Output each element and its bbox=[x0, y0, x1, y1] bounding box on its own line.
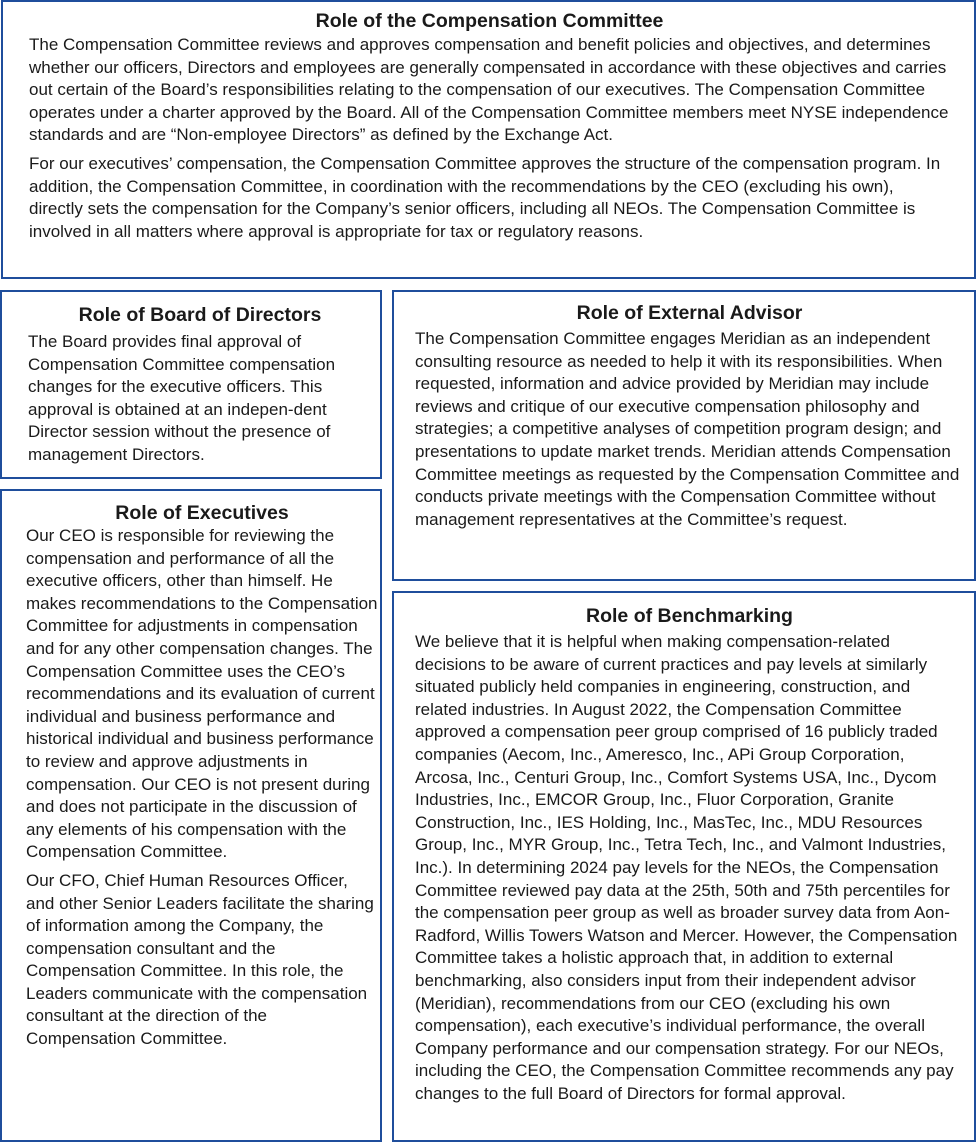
compensation-committee-title: Role of the Compensation Committee bbox=[315, 10, 664, 32]
executives-paragraph-2: Our CFO, Chief Human Resources Officer, and other Senior Leaders facilitate the sharing of information among the Company, the compensation consultant and the Compensation Committee. In this role, the Leaders communicate with the compensation consultant at the direction of the Compensation Committee. bbox=[26, 870, 374, 1049]
compensation-committee-paragraph-1: The Compensation Committee reviews and approves compensation and benefit policies and objectives, and determines whether our officers, Directors and employees are generally compensated in accordance with these objectives and carries out certain of the Board’s responsibilities relating to the compensation of our executives. The Compensation Committee operates under a charter approved by the Board. All of the Compensation Committee members meet NYSE independence standards and are “Non-employee Directors” as defined by the Exchange Act. bbox=[29, 35, 949, 145]
board-of-directors-paragraph: The Board provides final approval of Compensation Committee compensation changes for the executive officers. This approval is obtained at an indepen-dent Director session without the presence of management Directors. bbox=[28, 332, 336, 464]
compensation-committee-box bbox=[1, 0, 976, 279]
external-advisor-paragraph: The Compensation Committee engages Meridian as an independent consulting resource as needed to help it with its responsibilities. When requested, information and advice provided by Meridian may include reviews and critique of our executive compensation philosophy and strategies; a competitive analyses of competition program design; and presentations to update market trends. Meridian attends Compensation Committee meetings as requested by the Compensation Committee and conducts private meetings with the Compensation Committee without management representatives at the Committee’s request. bbox=[415, 329, 960, 529]
executives-title: Role of Executives bbox=[115, 502, 289, 524]
benchmarking-box bbox=[392, 591, 976, 1142]
benchmarking-title: Role of Benchmarking bbox=[586, 605, 793, 627]
benchmarking-paragraph: We believe that it is helpful when making compensation-related decisions to be aware of current practices and pay levels at similarly situated publicly held companies in engineering, construction, and related industries. In August 2022, the Compensation Committee approved a compensation peer group comprised of 16 publicly traded companies (Aecom, Inc., Ameresco, Inc., APi Group Corporation, Arcosa, Inc., Centuri Group, Inc., Comfort Systems USA, Inc., Dycom Industries, Inc., EMCOR Group, Inc., Fluor Corporation, Granite Construction, Inc., IES Holding, Inc., MasTec, Inc., MDU Resources Group, Inc., MYR Group, Inc., Tetra Tech, Inc., and Valmont Industries, Inc.). In determining 2024 pay levels for the NEOs, the Compensation Committee reviewed pay data at the 25th, 50th and 75th percentiles for the compensation peer group as well as broader survey data from Aon-Radford, Willis Towers Watson and Mercer. However, the Compensation Committee takes a holistic approach that, in addition to external benchmarking, also considers input from their independent advisor (Meridian), recommendations from our CEO (excluding his own compensation), each executive’s individual performance, the overall Company performance and our compensation strategy. For our NEOs, including the CEO, the Compensation Committee recommends any pay changes to the full Board of Directors for formal approval. bbox=[415, 632, 958, 1103]
compensation-committee-paragraph-2: For our executives’ compensation, the Compensation Committee approves the structure of the compensation program. In addition, the Compensation Committee, in coordination with the recommendations by the CEO (excluding his own), directly sets the compensation for the Company’s senior officers, including all NEOs. The Compensation Committee is involved in all matters where approval is appropriate for tax or regulatory reasons. bbox=[29, 153, 941, 241]
board-of-directors-title: Role of Board of Directors bbox=[78, 304, 322, 326]
executives-paragraph-1: Our CEO is responsible for reviewing the compensation and performance of all the executive officers, other than himself. He makes recommendations to the Compensation Committee for adjustments in compensation and for any other compensation changes. The Compensation Committee uses the CEO’s recommendations and its evaluation of current individual and business performance and historical individual and business performance to review and approve adjustments in compensation. Our CEO is not present during and does not participate in the discussion of any elements of his compensation with the Compensation Committee. bbox=[26, 526, 378, 862]
external-advisor-title: Role of External Advisor bbox=[576, 302, 803, 324]
external-advisor-box bbox=[392, 290, 976, 581]
executives-box bbox=[0, 489, 382, 1142]
board-of-directors-box bbox=[0, 290, 382, 479]
